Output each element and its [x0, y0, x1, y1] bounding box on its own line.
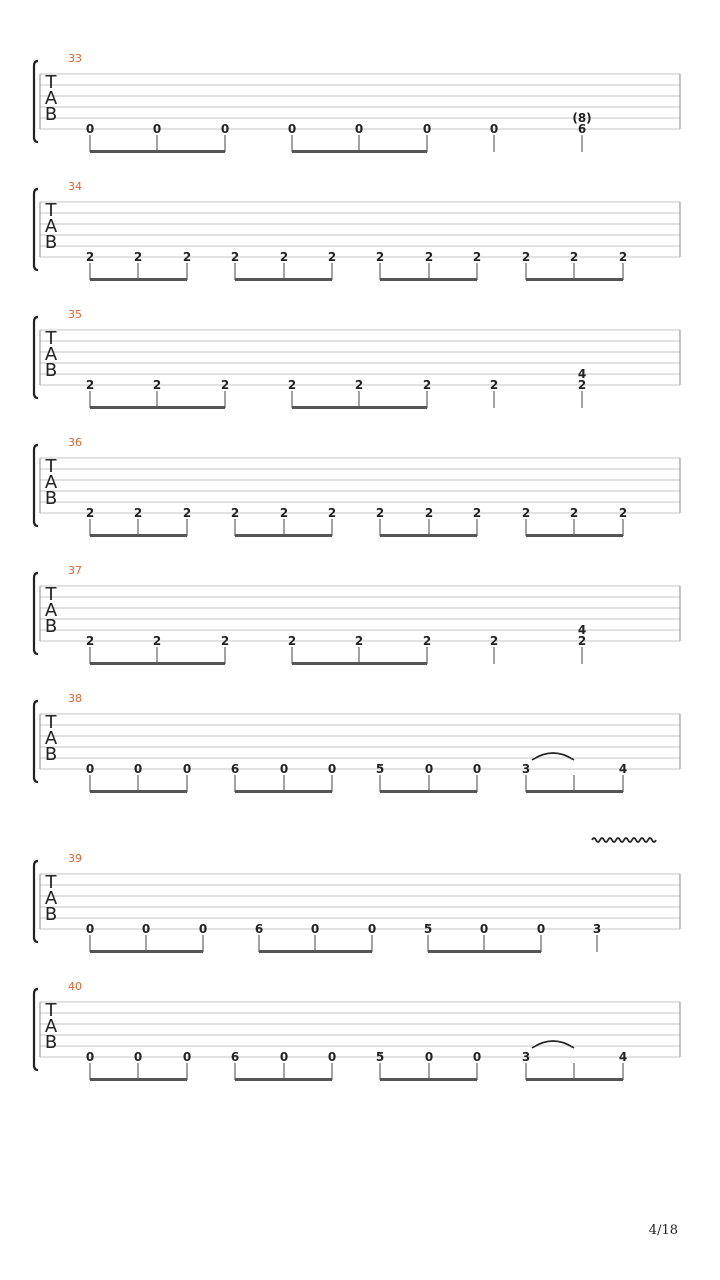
tab-clef-letter: T: [45, 872, 57, 893]
beam: [526, 790, 623, 793]
fret-number: 0: [133, 762, 143, 776]
beam: [428, 950, 541, 953]
fret-number: 4: [577, 623, 587, 637]
fret-number: 0: [85, 922, 95, 936]
tab-clef-letter: A: [44, 216, 58, 237]
fret-number: 2: [354, 634, 364, 648]
beam: [235, 790, 332, 793]
beam: [292, 406, 427, 409]
beam: [235, 1078, 332, 1081]
measure-number: 33: [68, 52, 82, 65]
fret-number: 0: [141, 922, 151, 936]
fret-number: 0: [327, 762, 337, 776]
fret-number: 2: [85, 506, 95, 520]
fret-number: 5: [375, 1050, 385, 1064]
system-bracket: [34, 989, 38, 1070]
tab-clef-letter: T: [45, 200, 57, 221]
tab-clef-letter: T: [45, 712, 57, 733]
fret-number: 2: [521, 250, 531, 264]
tab-clef-letter: T: [45, 584, 57, 605]
fret-number: 3: [521, 1050, 531, 1064]
fret-number: 2: [327, 506, 337, 520]
system-bracket: [34, 317, 38, 398]
beam: [526, 278, 623, 281]
fret-number: 2: [182, 506, 192, 520]
beam: [90, 406, 225, 409]
fret-number: 0: [220, 122, 230, 136]
fret-number: 2: [472, 250, 482, 264]
beam: [526, 1078, 623, 1081]
tab-clef-letter: A: [44, 344, 58, 365]
fret-number: 2: [569, 506, 579, 520]
tab-clef-letter: T: [45, 328, 57, 349]
fret-number: 4: [577, 367, 587, 381]
fret-number: 0: [133, 1050, 143, 1064]
fret-number: 5: [423, 922, 433, 936]
fret-number: 6: [230, 762, 240, 776]
fret-number: 0: [287, 122, 297, 136]
fret-number: 2: [424, 506, 434, 520]
tie-arc: [532, 753, 574, 760]
beam: [259, 950, 372, 953]
beam: [526, 534, 623, 537]
fret-number: 0: [152, 122, 162, 136]
beam: [235, 534, 332, 537]
fret-number: 2: [577, 634, 587, 648]
measure-number: 34: [68, 180, 82, 193]
fret-number: 0: [198, 922, 208, 936]
fret-number: 0: [279, 762, 289, 776]
fret-number: 0: [424, 762, 434, 776]
fret-number: 2: [618, 250, 628, 264]
fret-number: 0: [85, 122, 95, 136]
vibrato-mark: [592, 838, 656, 842]
fret-number: 2: [182, 250, 192, 264]
tab-clef-letter: T: [45, 456, 57, 477]
tab-clef-letter: B: [44, 744, 58, 765]
beam: [235, 278, 332, 281]
beam: [380, 278, 477, 281]
system-bracket: [34, 573, 38, 654]
fret-number: 3: [521, 762, 531, 776]
fret-number: 2: [354, 378, 364, 392]
fret-number: 2: [85, 250, 95, 264]
beam: [90, 278, 187, 281]
tab-clef-letter: A: [44, 88, 58, 109]
fret-number: 2: [577, 378, 587, 392]
fret-number: 0: [279, 1050, 289, 1064]
tie-arc: [532, 1041, 574, 1048]
fret-number: 6: [254, 922, 264, 936]
system-bracket: [34, 189, 38, 270]
fret-number: 2: [152, 634, 162, 648]
system-bracket: [34, 861, 38, 942]
tab-clef-letter: A: [44, 600, 58, 621]
beam: [90, 950, 203, 953]
beam: [292, 150, 427, 153]
fret-number: 2: [287, 634, 297, 648]
fret-number: 6: [230, 1050, 240, 1064]
fret-number: 4: [618, 1050, 628, 1064]
fret-number: 4: [618, 762, 628, 776]
system-bracket: [34, 61, 38, 142]
beam: [90, 534, 187, 537]
measure-number: 35: [68, 308, 82, 321]
fret-number: 0: [489, 122, 499, 136]
tab-clef-letter: B: [44, 616, 58, 637]
fret-number: 2: [424, 250, 434, 264]
fret-number: 2: [287, 378, 297, 392]
system-bracket: [34, 445, 38, 526]
fret-number: 2: [489, 634, 499, 648]
fret-number: 0: [182, 1050, 192, 1064]
fret-number: 0: [85, 762, 95, 776]
tab-clef-letter: T: [45, 1000, 57, 1021]
fret-number: 2: [279, 506, 289, 520]
tab-clef-letter: B: [44, 360, 58, 381]
beam: [380, 790, 477, 793]
beam: [292, 662, 427, 665]
fret-number: 2: [133, 250, 143, 264]
beam: [90, 662, 225, 665]
fret-number: 2: [422, 378, 432, 392]
measure-number: 36: [68, 436, 82, 449]
measure-number: 40: [68, 980, 82, 993]
system-bracket: [34, 701, 38, 782]
fret-number: 0: [310, 922, 320, 936]
tab-clef-letter: A: [44, 728, 58, 749]
fret-number: (8): [572, 111, 592, 125]
fret-number: 2: [133, 506, 143, 520]
beam: [380, 534, 477, 537]
fret-number: 0: [536, 922, 546, 936]
fret-number: 2: [569, 250, 579, 264]
fret-number: 0: [354, 122, 364, 136]
beam: [90, 790, 187, 793]
fret-number: 0: [479, 922, 489, 936]
tab-clef-letter: T: [45, 72, 57, 93]
fret-number: 6: [577, 122, 587, 136]
tab-clef-letter: B: [44, 232, 58, 253]
tab-clef-letter: B: [44, 904, 58, 925]
fret-number: 2: [422, 634, 432, 648]
fret-number: 5: [375, 762, 385, 776]
tab-clef-letter: A: [44, 888, 58, 909]
measure-number: 38: [68, 692, 82, 705]
fret-number: 0: [327, 1050, 337, 1064]
tab-clef-letter: A: [44, 1016, 58, 1037]
beam: [90, 1078, 187, 1081]
beam: [380, 1078, 477, 1081]
fret-number: 2: [489, 378, 499, 392]
measure-number: 37: [68, 564, 82, 577]
tab-clef-letter: B: [44, 488, 58, 509]
fret-number: 2: [230, 250, 240, 264]
fret-number: 0: [422, 122, 432, 136]
fret-number: 2: [85, 378, 95, 392]
fret-number: 2: [85, 634, 95, 648]
page-number: 4/18: [648, 1223, 678, 1238]
fret-number: 2: [375, 250, 385, 264]
fret-number: 2: [279, 250, 289, 264]
fret-number: 0: [85, 1050, 95, 1064]
fret-number: 2: [230, 506, 240, 520]
fret-number: 2: [152, 378, 162, 392]
fret-number: 2: [472, 506, 482, 520]
fret-number: 0: [367, 922, 377, 936]
fret-number: 2: [220, 378, 230, 392]
fret-number: 0: [182, 762, 192, 776]
fret-number: 0: [424, 1050, 434, 1064]
tab-clef-letter: B: [44, 104, 58, 125]
fret-number: 2: [618, 506, 628, 520]
fret-number: 3: [592, 922, 602, 936]
measure-number: 39: [68, 852, 82, 865]
fret-number: 2: [327, 250, 337, 264]
beam: [90, 150, 225, 153]
tab-clef-letter: A: [44, 472, 58, 493]
fret-number: 0: [472, 1050, 482, 1064]
fret-number: 0: [472, 762, 482, 776]
fret-number: 2: [521, 506, 531, 520]
fret-number: 2: [375, 506, 385, 520]
tab-clef-letter: B: [44, 1032, 58, 1053]
fret-number: 2: [220, 634, 230, 648]
